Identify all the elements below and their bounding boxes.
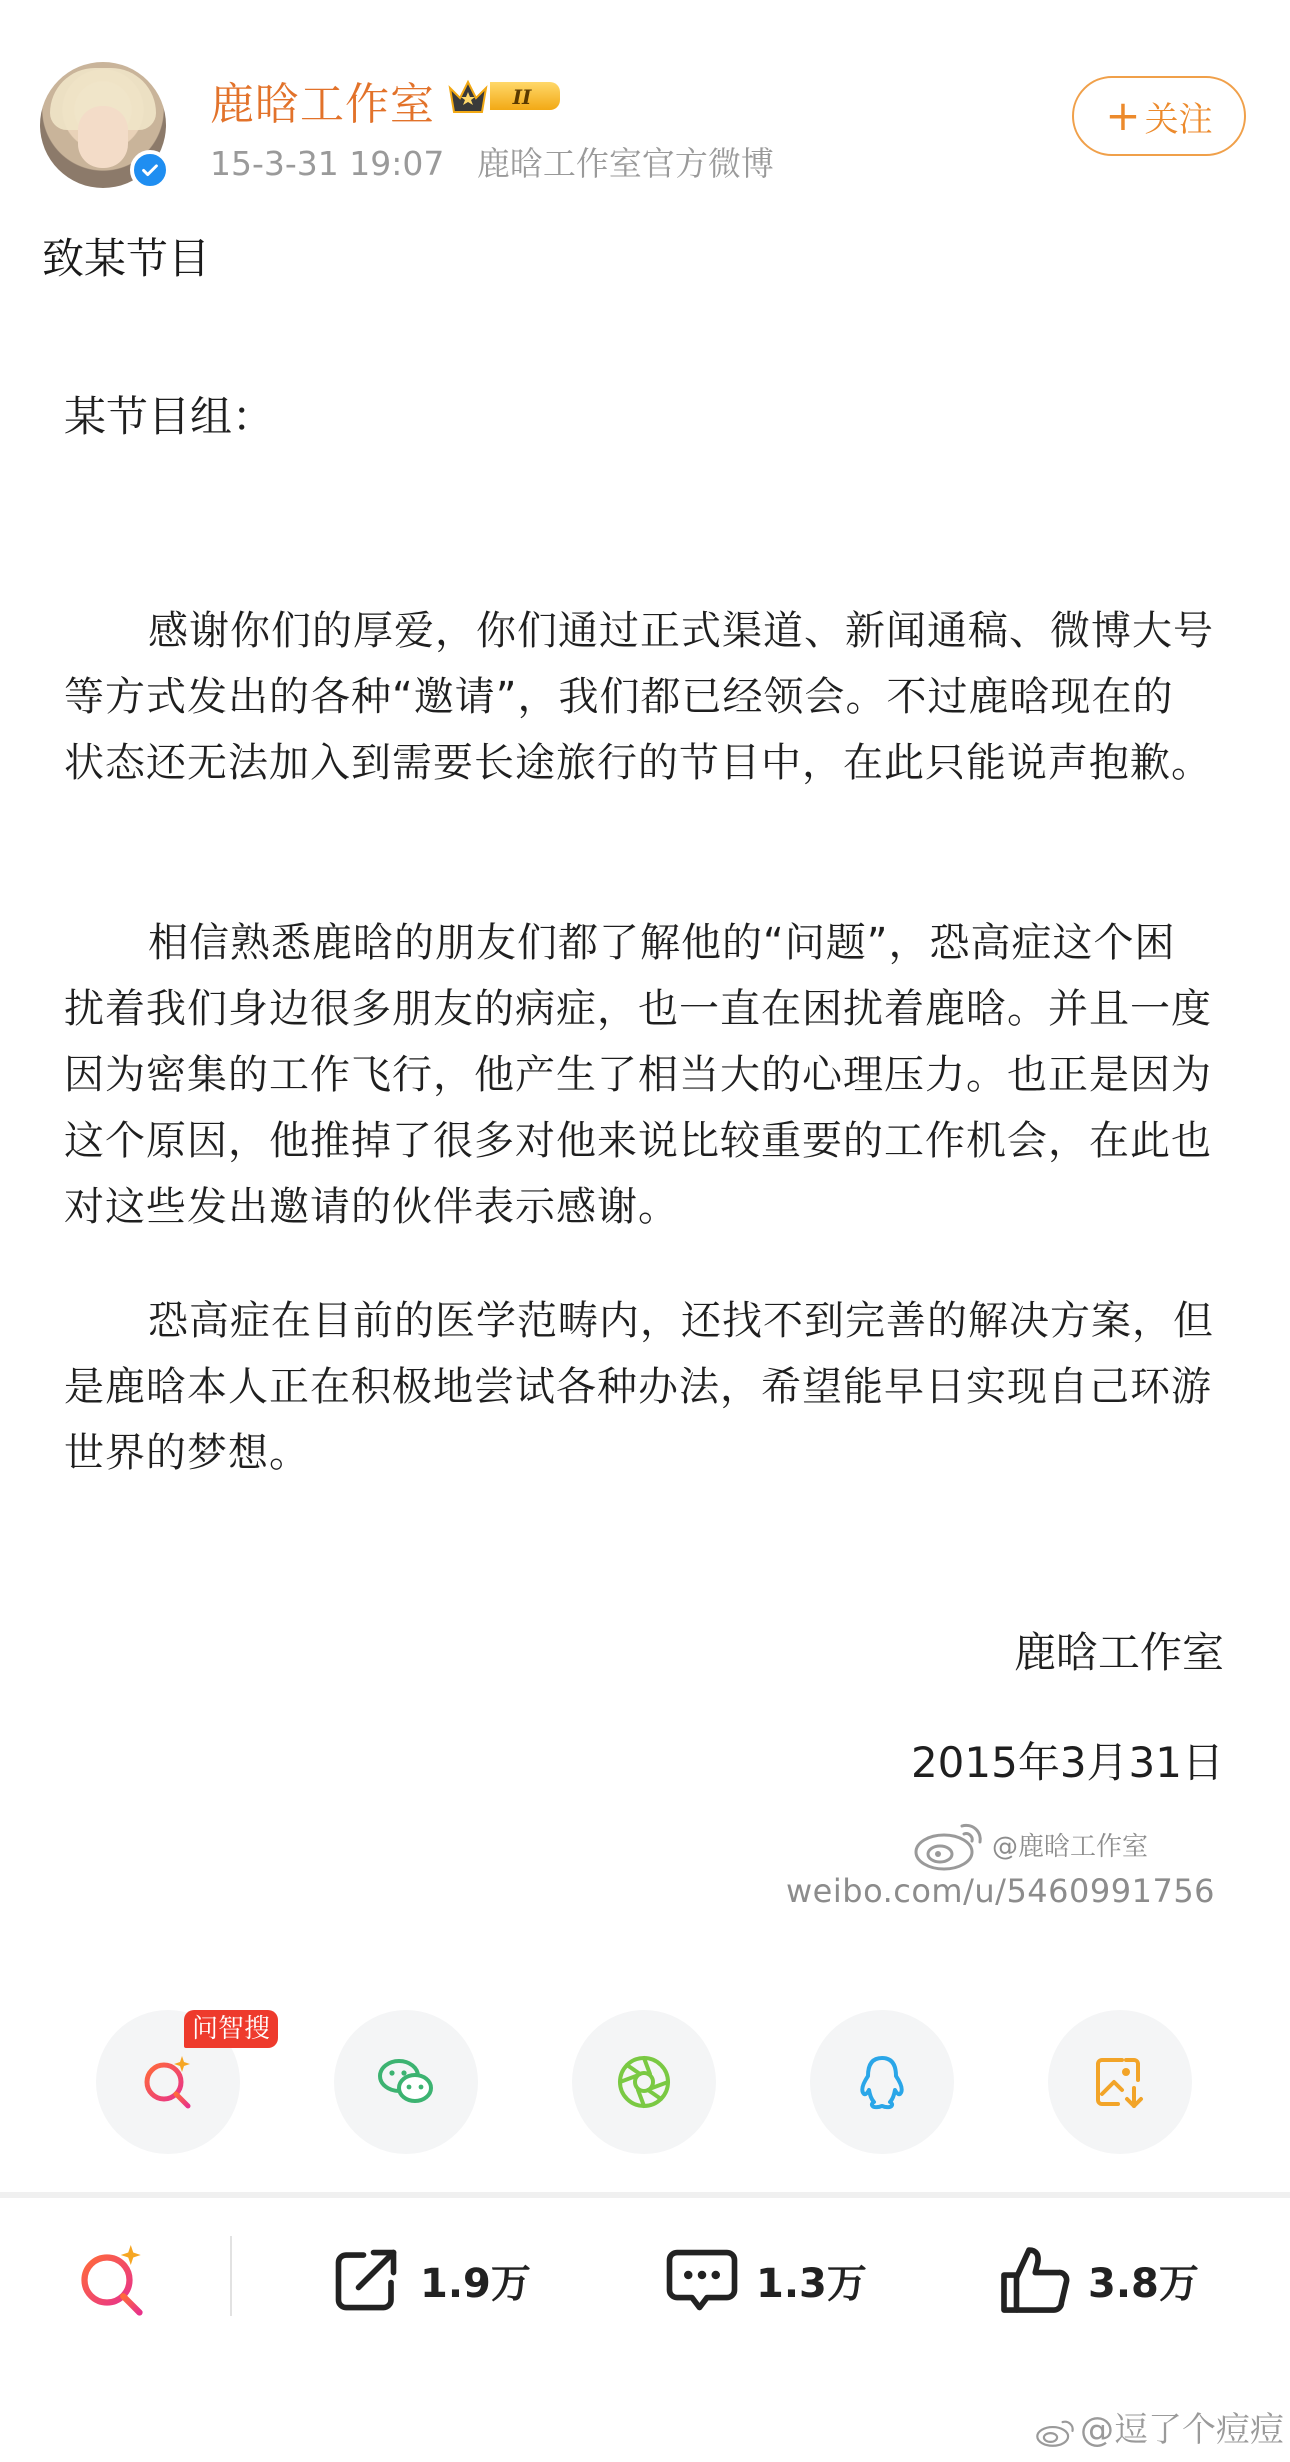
- post-meta: [210, 138, 774, 185]
- watermark-handle: @鹿晗工作室: [992, 1832, 1149, 1862]
- like-button[interactable]: [994, 2238, 1199, 2322]
- thumbs-up-icon: [994, 2240, 1074, 2320]
- letter-paragraph: 恐高症在目前的医学范畴内，还找不到完善的解决方案，但是鹿晗本人正在积极地尝试各种办法，希望能早日实现自己环游世界的梦想。: [64, 1298, 1214, 1476]
- repost-count: 1.9万: [420, 2260, 531, 2307]
- share-qq-button[interactable]: [810, 2010, 954, 2154]
- plus-icon: +: [1105, 91, 1141, 140]
- footer-watermark: [1034, 2402, 1284, 2451]
- image-watermark: [786, 1810, 1226, 1920]
- share-wechat-button[interactable]: [334, 2010, 478, 2154]
- repost-icon: [326, 2240, 406, 2320]
- bar-separator: [230, 2236, 232, 2316]
- weibo-logo-icon: [1034, 2416, 1078, 2448]
- avatar-face: [78, 106, 128, 168]
- vip-crown-badge-icon: [446, 74, 562, 118]
- save-image-icon: [1088, 2050, 1152, 2114]
- comment-count: 1.3万: [756, 2260, 867, 2307]
- footer-watermark-text: @逗了个痘痘: [1080, 2410, 1284, 2450]
- letter-signature: 鹿晗工作室: [1013, 1628, 1224, 1677]
- like-count: 3.8万: [1088, 2260, 1199, 2307]
- share-moments-button[interactable]: [572, 2010, 716, 2154]
- comment-button[interactable]: [662, 2238, 867, 2322]
- repost-button[interactable]: [326, 2238, 531, 2322]
- save-image-button[interactable]: [1048, 2010, 1192, 2154]
- post-title: 致某节目: [42, 234, 211, 283]
- vip-level: II: [512, 85, 532, 109]
- ai-search-badge: 问智搜: [184, 2010, 278, 2048]
- qq-icon: [850, 2050, 914, 2114]
- watermark-url: weibo.com/u/5460991756: [786, 1872, 1216, 1910]
- letter-date: 2015年3月31日: [910, 1738, 1224, 1787]
- letter-paragraph: 相信熟悉鹿晗的朋友们都了解他的“问题”，恐高症这个困扰着我们身边很多朋友的病症，也一直在困扰着鹿晗。并且一度因为密集的工作飞行，他产生了相当大的心理压力。也正是因为这个原因，他推掉了很多对他来说比较重要的工作机会，在此也对这些发出邀请的伙伴表示感谢。: [64, 920, 1212, 1230]
- follow-button[interactable]: [1072, 76, 1246, 156]
- post-source: 鹿晗工作室官方微博: [476, 144, 774, 183]
- post-timestamp: 15-3-31 19:07: [210, 144, 445, 183]
- comment-icon: [662, 2240, 742, 2320]
- ai-search-icon: [136, 2050, 200, 2114]
- ai-search-icon[interactable]: [72, 2240, 152, 2320]
- moments-icon: [612, 2050, 676, 2114]
- letter-image[interactable]: [0, 330, 1290, 1950]
- verified-badge-icon: [130, 150, 170, 190]
- follow-label: 关注: [1144, 99, 1213, 140]
- letter-paragraph: 感谢你们的厚爱，你们通过正式渠道、新闻通稿、微博大号等方式发出的各种“邀请”，我们都已经领会。不过鹿晗现在的状态还无法加入到需要长途旅行的节目中，在此只能说声抱歉。: [64, 608, 1214, 786]
- letter-greeting: 某节目组：: [64, 392, 275, 441]
- wechat-icon: [374, 2050, 438, 2114]
- username[interactable]: 鹿晗工作室: [210, 79, 435, 130]
- weibo-logo-icon: [910, 1816, 990, 1872]
- bottom-action-bar: [0, 2198, 1290, 2358]
